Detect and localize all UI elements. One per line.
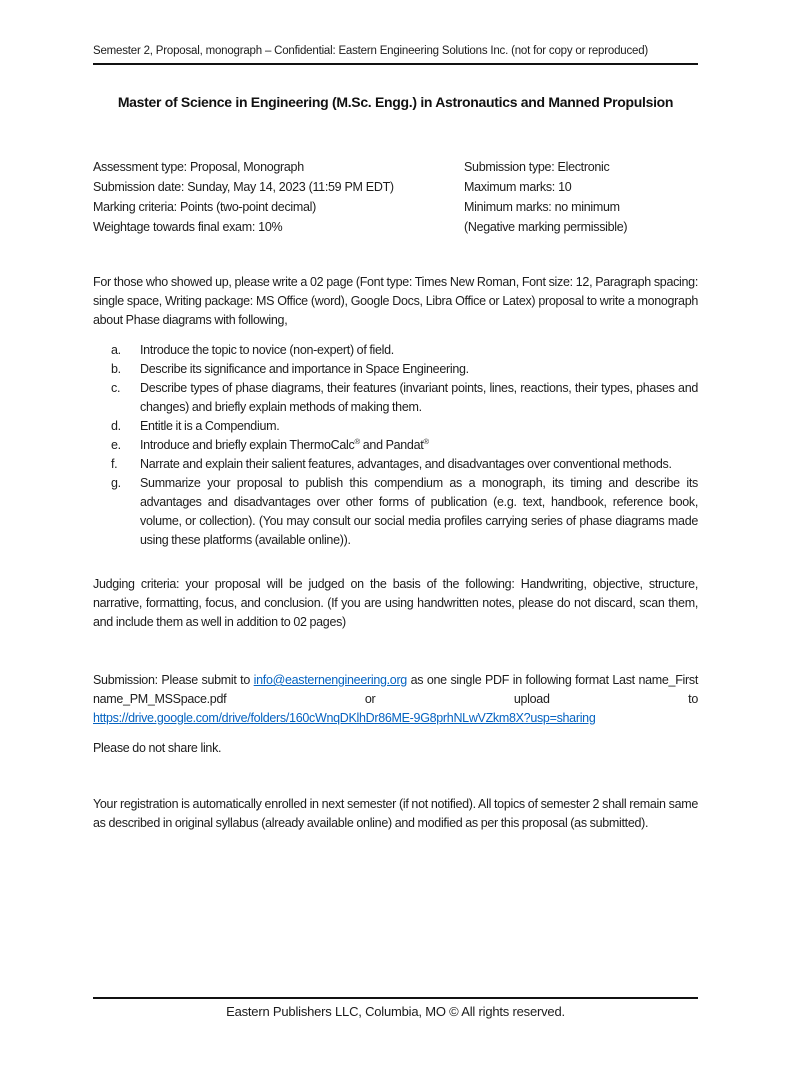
page-title: Master of Science in Engineering (M.Sc. Engg.) in Astronautics and Manned Propulsion [117,94,674,110]
requirements-list [93,341,698,550]
details-left-column [93,157,464,237]
minimum-marks: Minimum marks: no minimum [464,200,620,214]
list-item [93,417,698,436]
list-item [93,474,698,550]
maximum-marks: Maximum marks: 10 [464,180,572,194]
registration-paragraph: Your registration is automatically enrolled in next semester (if not notified). All topics of semester 2 shall remain same as described in original syllabus (already available online) and modified as per this proposal (as submitted). [93,797,698,830]
list-item-text: Introduce the topic to novice (non-expert) of field. [140,343,394,357]
details-right-column [464,157,698,237]
list-item-marker: e. [111,438,121,452]
list-item [93,455,698,474]
confidentiality-header-text: Semester 2, Proposal, monograph – Confidential: Eastern Engineering Solutions Inc. (not for copy or reproduced) [93,45,649,57]
list-item-text: Describe its significance and importance in Space Engineering. [140,362,469,376]
negative-marking-note: (Negative marking permissible) [464,220,628,234]
list-item-text: Summarize your proposal to publish this compendium as a monograph, its timing and describe its advantages and disadvantages over other forms of publication (e.g. text, handbook, reference book, volume, or collection). (You may consult our social media profiles carrying series of phase diagrams made using these platforms (available online)). [140,476,698,547]
list-item-marker: a. [111,343,121,357]
list-item-text: Introduce and briefly explain ThermoCalc® and Pandat® [140,436,429,452]
footer-text: Eastern Publishers LLC, Columbia, MO © All rights reserved. [226,1004,565,1019]
marking-criteria: Marking criteria: Points (two-point decimal) [93,200,316,214]
list-item-text: Entitle it is a Compendium. [140,419,280,433]
drive-folder-link[interactable]: https://drive.google.com/drive/folders/160cWnqDKlhDr86ME-9G8prhNLwVZkm8X?usp=sharing [93,711,596,725]
list-item [93,379,698,417]
confidentiality-header [93,44,698,65]
list-item [93,360,698,379]
intro-paragraph: For those who showed up, please write a 02 page (Font type: Times New Roman, Font size: 12, Paragraph spacing: single space, Writing package: MS Office (word), Google Docs, Libra Office or Latex) proposal to write a monograph about Phase diagrams with following, [93,275,698,327]
document-page [0,44,791,1067]
assessment-details [93,157,698,237]
weightage: Weightage towards final exam: 10% [93,220,283,234]
list-item-text: Describe types of phase diagrams, their features (invariant points, lines, reactions, their types, phases and changes) and briefly explain methods of making them. [140,381,698,414]
submission-date: Submission date: Sunday, May 14, 2023 (11:59 PM EDT) [93,180,394,194]
submission-type: Submission type: Electronic [464,160,610,174]
list-item-marker: g. [111,476,121,490]
list-item-marker: b. [111,362,121,376]
no-share-note: Please do not share link. [93,741,222,755]
email-link[interactable]: info@easternengineering.org [253,673,407,687]
judging-criteria-paragraph: Judging criteria: your proposal will be judged on the basis of the following: Handwriting, objective, structure, narrative, formatting, focus, and conclusion. (If you are using handwritten notes, please do not discard, scan them, and include them as well in addition to 02 pages) [93,577,698,629]
list-item [93,436,698,455]
list-item-marker: f. [111,457,118,471]
list-item-marker: d. [111,419,121,433]
list-item [93,341,698,360]
assessment-type: Assessment type: Proposal, Monograph [93,160,304,174]
submission-text-pre: Submission: Please submit to [93,673,254,687]
submission-text-post: as one single PDF in following format Last name_First name_PM_MSSpace.pdf or upload to [93,673,698,706]
list-item-text: Narrate and explain their salient features, advantages, and disadvantages over conventional methods. [140,457,672,471]
list-item-marker: c. [111,381,121,395]
submission-paragraph [93,671,698,728]
page-footer [93,997,698,1019]
